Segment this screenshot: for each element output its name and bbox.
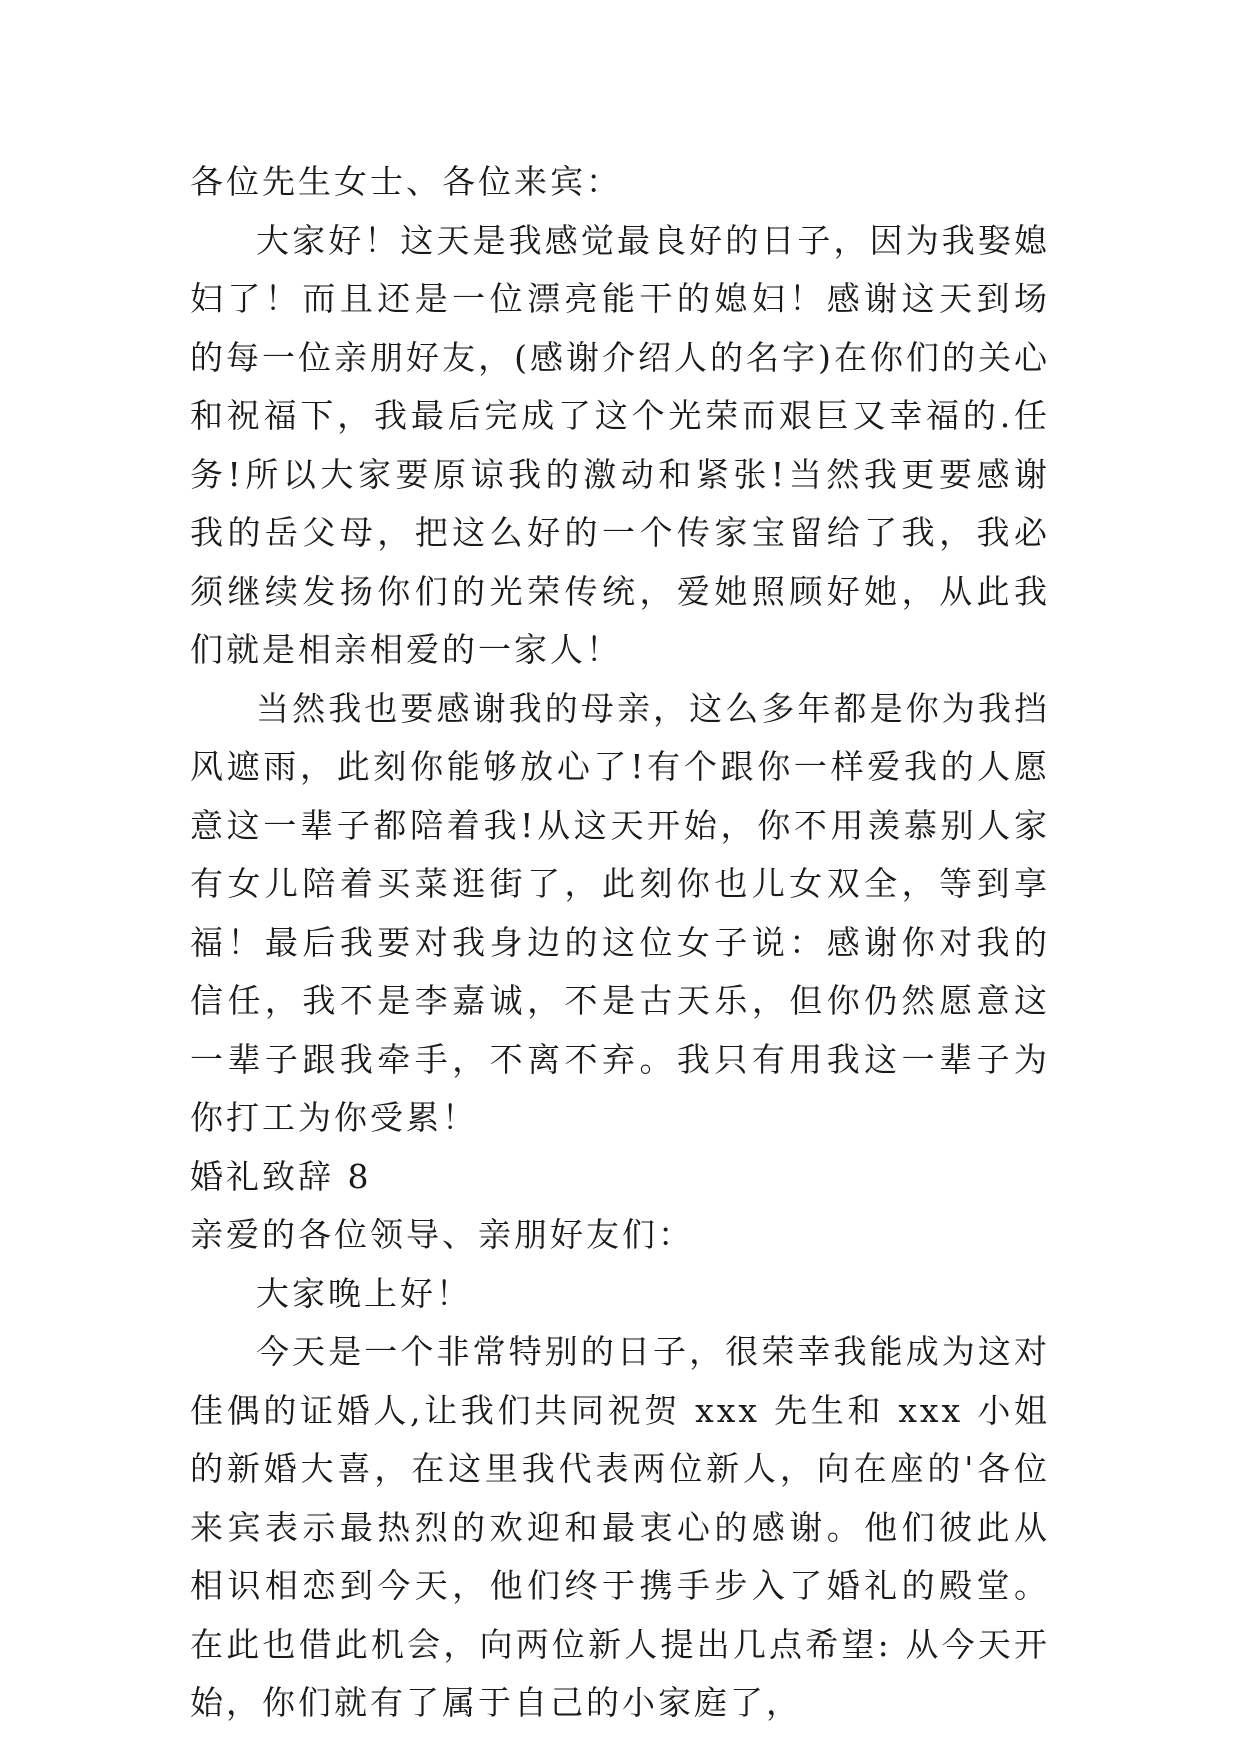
- greeting-line: 亲爱的各位领导、亲朋好友们：: [190, 1215, 694, 1254]
- paragraph: 大家晚上好！: [256, 1273, 472, 1313]
- section-heading: 婚礼致辞 8: [190, 1156, 372, 1196]
- paragraph: 大家好！这天是我感觉最良好的日子，因为我娶媳妇了！而且还是一位漂亮能干的媳妇！感谢这天到场的每一位亲朋好友，(感谢介绍人的名字)在你们的关心和祝福下，我最后完成了这个光荣而艰巨又幸福的.任务!所以大家要原谅我的激动和紧张!当然我更要感谢我的岳父母，把这么好的一个传家宝留给了我，我必须继续发扬你们的光荣传统，爱她照顾好她，从此我们就是相亲相爱的一家人！: [190, 220, 1050, 669]
- document-body: [190, 153, 1050, 1733]
- paragraph: 今天是一个非常特别的日子，很荣幸我能成为这对佳偶的证婚人,让我们共同祝贺 xxx 先生和 xxx 小姐的新婚大喜，在这里我代表两位新人，向在座的'各位来宾表示最热烈的欢迎和最衷心的感谢。他们彼此从相识相恋到今天，他们终于携手步入了婚礼的殿堂。在此也借此机会，向两位新人提出几点希望: 从今天开始，你们就有了属于自己的小家庭了，: [190, 1332, 1050, 1722]
- greeting-line: 各位先生女士、各位来宾：: [190, 162, 622, 201]
- paragraph: 当然我也要感谢我的母亲，这么多年都是你为我挡风遮雨，此刻你能够放心了!有个跟你一样爱我的人愿意这一辈子都陪着我!从这天开始，你不用羡慕别人家有女儿陪着买菜逛街了，此刻你也儿女双全，等到享福！最后我要对我身边的这位女子说：感谢你对我的信任，我不是李嘉诚，不是古天乐，但你仍然愿意这一辈子跟我牵手，不离不弃。我只有用我这一辈子为你打工为你受累！: [190, 688, 1050, 1137]
